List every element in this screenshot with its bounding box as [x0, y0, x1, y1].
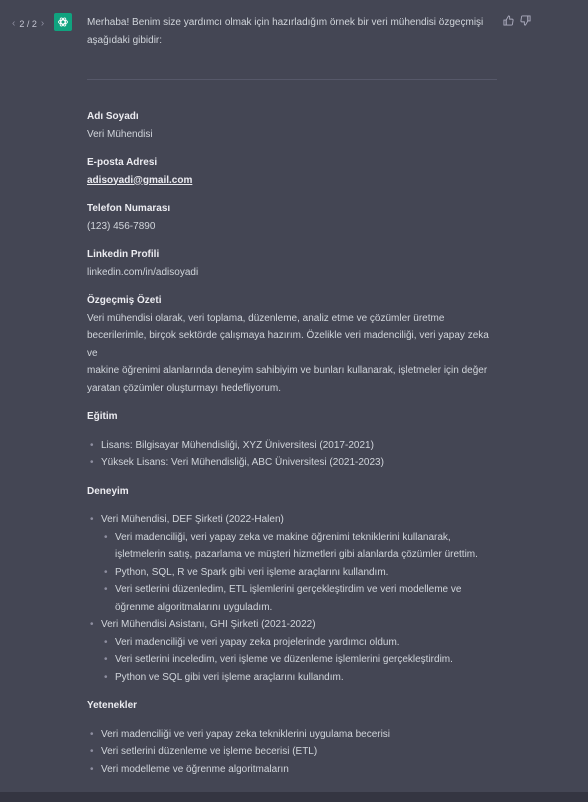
name-section — [87, 108, 497, 143]
job-title: Veri Mühendisi Asistanı, GHI Şirketi (2021-2022) — [101, 619, 316, 630]
bottom-bar — [0, 792, 588, 802]
education-section — [87, 408, 497, 472]
divider — [87, 79, 497, 80]
skills-heading: Yetenekler — [87, 700, 138, 711]
skills-section — [87, 697, 497, 778]
experience-section — [87, 483, 497, 687]
response-pagination — [12, 18, 44, 29]
job-detail: • Veri madenciliği ve veri yapay zeka projelerinde yardımcı oldum. — [101, 634, 497, 652]
phone-label: Telefon Numarası — [87, 203, 171, 214]
skill-item: • Veri setlerini düzenleme ve işleme becerisi (ETL) — [87, 743, 497, 761]
job-detail: • Veri setlerini inceledim, veri işleme ve düzenleme işlemlerini gerçekleştirdim. — [101, 651, 497, 669]
thumbs-up-icon[interactable] — [503, 15, 514, 29]
summary-section — [87, 292, 497, 397]
linkedin-label: Linkedin Profili — [87, 249, 160, 260]
assistant-message — [87, 14, 497, 789]
response-counter: 2 / 2 — [19, 18, 37, 29]
phone-value: (123) 456-7890 — [87, 220, 156, 232]
linkedin-section — [87, 246, 497, 281]
job-detail: • Python ve SQL gibi veri işleme araçlarını kullandım. — [101, 669, 497, 687]
summary-label: Özgeçmiş Özeti — [87, 295, 162, 306]
summary-line: Veri mühendisi olarak, veri toplama, düzenleme, analiz etme ve çözümler üretme — [87, 312, 445, 324]
name-value: Veri Mühendisi — [87, 128, 153, 140]
summary-line: yaratan çözümler oluşturmayı hedefliyorum. — [87, 382, 281, 394]
education-heading: Eğitim — [87, 411, 118, 422]
prev-response-button[interactable]: ‹ — [12, 18, 16, 29]
thumbs-down-icon[interactable] — [520, 15, 531, 29]
email-label: E-posta Adresi — [87, 157, 158, 168]
summary-line: makine öğrenimi alanlarında deneyim sahibiyim ve bunları kullanarak, işletmeler için değer — [87, 365, 488, 376]
job-detail: • Veri setlerini düzenledim, ETL işlemlerini gerçekleştirdim ve veri modelleme ve öğrenme algoritmalarını uyguladım. — [101, 581, 497, 616]
name-label: Adı Soyadı — [87, 111, 139, 122]
education-item: • Yüksek Lisans: Veri Mühendisliği, ABC Üniversitesi (2021-2023) — [87, 454, 497, 472]
skill-item: • Veri modelleme ve öğrenme algoritmaların — [87, 761, 497, 779]
email-link[interactable]: adisoyadi@gmail.com — [87, 174, 193, 186]
next-response-button[interactable]: › — [40, 18, 45, 29]
intro-text: Merhaba! Benim size yardımcı olmak için hazırladığım örnek bir veri mühendisi özgeçmişi aşağıdaki gibidir: — [87, 17, 484, 46]
phone-section — [87, 200, 497, 235]
job-item — [87, 616, 497, 686]
job-item — [87, 511, 497, 616]
summary-line: becerilerimle, birçok sektörde çalışmaya hazırım. Özelikle veri madenciliği, veri yapay zeka ve — [87, 330, 489, 359]
education-item: • Lisans: Bilgisayar Mühendisliği, XYZ Üniversitesi (2017-2021) — [87, 437, 497, 455]
job-detail: • Veri madenciliği, veri yapay zeka ve makine öğrenimi tekniklerini kullanarak, işletmelerin satış, pazarlama ve müşteri hizmetleri gibi alanlarda çözümler ürettim. — [101, 529, 497, 564]
email-section — [87, 154, 497, 189]
experience-heading: Deneyim — [87, 485, 129, 497]
assistant-avatar — [54, 13, 72, 31]
job-detail: • Python, SQL, R ve Spark gibi veri işleme araçlarını kullandım. — [101, 564, 497, 582]
skill-item: • Veri madenciliği ve veri yapay zeka tekniklerini uygulama becerisi — [87, 726, 497, 744]
linkedin-value: linkedin.com/in/adisoyadi — [87, 266, 199, 278]
job-title: Veri Mühendisi, DEF Şirketi (2022-Halen) — [101, 514, 284, 525]
openai-logo-icon — [57, 16, 69, 28]
